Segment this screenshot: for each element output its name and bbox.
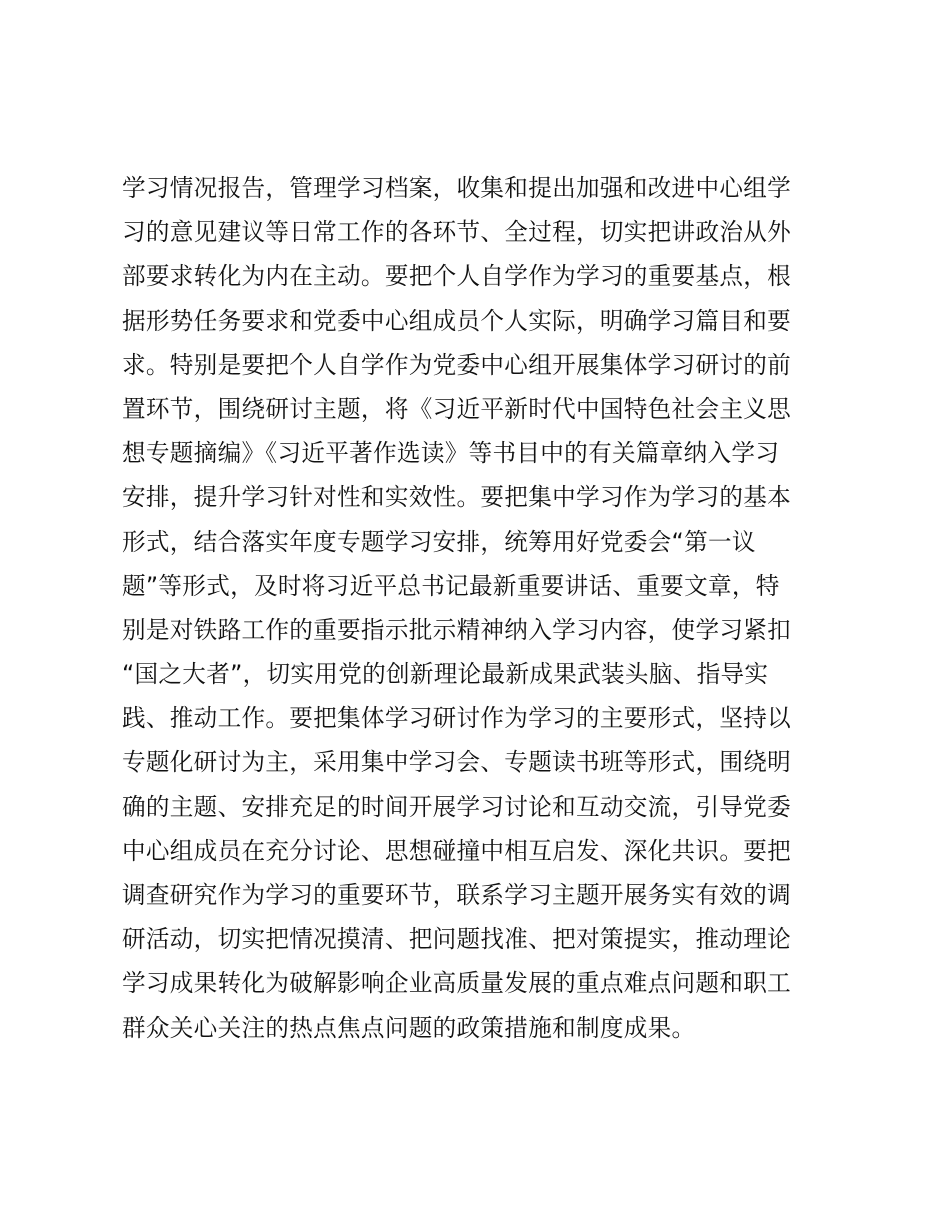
text-line: 别是对铁路工作的重要指示批示精神纳入学习内容，使学习紧扣: [122, 615, 792, 644]
text-line: 调查研究作为学习的重要环节，联系学习主题开展务实有效的调: [122, 881, 792, 909]
text-line: 研活动，切实把情况摸清、把问题找准、把对策提实，推动理论: [122, 925, 792, 954]
body-paragraph: [122, 166, 828, 1050]
text-line: 置环节，围绕研讨主题，将《习近平新时代中国特色社会主义思: [122, 394, 792, 423]
text-line: 题”等形式，及时将习近平总书记最新重要讲话、重要文章，特: [122, 571, 780, 600]
text-line: 专题化研讨为主，采用集中学习会、专题读书班等形式，围绕明: [122, 748, 792, 777]
text-line: 群众关心关注的热点焦点问题的政策措施和制度成果。: [122, 1013, 696, 1042]
text-line: 确的主题、安排充足的时间开展学习讨论和互动交流，引导党委: [122, 792, 792, 821]
text-line: 据形势任务要求和党委中心组成员个人实际，明确学习篇目和要: [122, 306, 792, 335]
text-line: 学习情况报告，管理学习档案，收集和提出加强和改进中心组学: [122, 174, 792, 202]
text-line: 习的意见建议等日常工作的各环节、全过程，切实把讲政治从外: [122, 218, 792, 247]
text-line: 学习成果转化为破解影响企业高质量发展的重点难点问题和职工: [122, 969, 792, 998]
text-line: 想专题摘编》《习近平著作选读》等书目中的有关篇章纳入学习: [122, 439, 780, 468]
text-line: 部要求转化为内在主动。要把个人自学作为学习的重要基点，根: [122, 262, 792, 291]
text-line: 中心组成员在充分讨论、思想碰撞中相互启发、深化共识。要把: [122, 836, 792, 865]
text-line: 安排，提升学习针对性和实效性。要把集中学习作为学习的基本: [122, 483, 792, 512]
text-line: “国之大者”，切实用党的创新理论最新成果武装头脑、指导实: [122, 660, 769, 689]
text-line: 形式，结合落实年度专题学习安排，统筹用好党委会“第一议: [122, 527, 756, 556]
text-line: 求。特别是要把个人自学作为党委中心组开展集体学习研讨的前: [122, 350, 792, 379]
text-line: 践、推动工作。要把集体学习研讨作为学习的主要形式，坚持以: [122, 704, 792, 733]
